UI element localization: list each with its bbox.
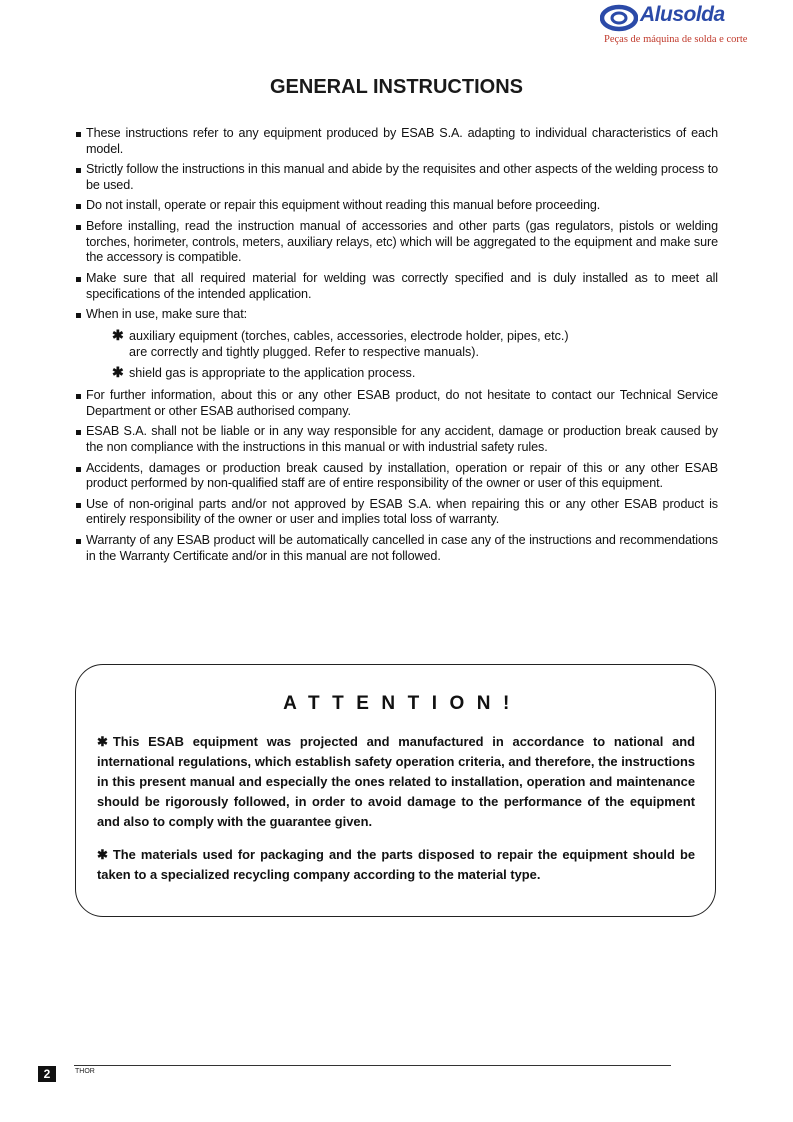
- attention-title: ATTENTION!: [283, 693, 522, 714]
- page-title: GENERAL INSTRUCTIONS: [270, 76, 523, 98]
- logo-wordmark: Alusolda: [640, 3, 725, 26]
- asterisk-icon: ✱: [97, 734, 108, 749]
- asterisk-icon: ✱: [112, 364, 124, 381]
- instruction-item: Accidents, damages or production break caused by installation, operation or repair of this or any other ESAB product performed by non-qualified staff are of entire responsibility of the owner or user of this equipment.: [76, 461, 718, 493]
- instruction-item: These instructions refer to any equipment produced by ESAB S.A. adapting to individual characteristics of each model.: [76, 126, 718, 158]
- asterisk-icon: ✱: [112, 326, 124, 343]
- instructions-list: [76, 126, 718, 569]
- square-bullet-icon: [76, 539, 81, 544]
- asterisk-icon: ✱: [97, 847, 108, 862]
- attention-paragraph-equipment: ✱ This ESAB equipment was projected and manufactured in accordance to national and international regulations, which establish safety operation criteria, and therefore, the instructions in this present manual and especially the ones related to installation, operation and maintenance should be rigorously followed, in order to avoid damage to the performance of the equipment and also to comply with the guarantee given.: [97, 734, 695, 829]
- instruction-item: Strictly follow the instructions in this manual and abide by the requisites and other aspects of the welding process to be used.: [76, 162, 718, 194]
- instruction-item: Do not install, operate or repair this equipment without reading this manual before proceeding.: [76, 198, 718, 214]
- instruction-item: Before installing, read the instruction manual of accessories and other parts (gas regulators, pistols or welding torches, horimeter, controls, meters, auxiliary relays, etc) which will be aggregated to the equipment and make sure the accessory is compatible.: [76, 219, 718, 266]
- square-bullet-icon: [76, 394, 81, 399]
- attention-box: [75, 664, 716, 917]
- sub-item-auxiliary-equipment: ✱ auxiliary equipment (torches, cables, accessories, electrode holder, pipes, etc.) are correctly and tightly plugged. Refer to respective manuals).: [112, 326, 569, 359]
- alusolda-logo: [596, 2, 746, 50]
- square-bullet-icon: [76, 313, 81, 318]
- square-bullet-icon: [76, 277, 81, 282]
- attention-paragraph-recycling: ✱ The materials used for packaging and the parts disposed to repair the equipment should be taken to a specialized recycling company according to the material type.: [97, 847, 695, 882]
- instruction-item: Use of non-original parts and/or not approved by ESAB S.A. when repairing this or any other ESAB product is entirely responsibility of the owner or user and implies total loss of warranty.: [76, 497, 718, 529]
- square-bullet-icon: [76, 204, 81, 209]
- instruction-item: For further information, about this or any other ESAB product, do not hesitate to contact our Technical Service Department or other ESAB authorised company.: [76, 388, 718, 420]
- page-number: 2: [38, 1066, 56, 1082]
- instruction-item: Warranty of any ESAB product will be automatically cancelled in case any of the instructions and recommendations in the Warranty Certificate and/or in this manual are not followed.: [76, 533, 718, 565]
- logo-tagline: Peças de máquina de solda e corte: [604, 34, 748, 45]
- footer-rule: [74, 1065, 671, 1066]
- square-bullet-icon: [76, 132, 81, 137]
- instruction-item: Make sure that all required material for welding was correctly specified and is duly installed as to meet all specifications of the intended application.: [76, 271, 718, 303]
- square-bullet-icon: [76, 467, 81, 472]
- instruction-item: When in use, make sure that:: [76, 307, 718, 323]
- square-bullet-icon: [76, 168, 81, 173]
- alusolda-logo-mark: [600, 4, 638, 32]
- footer-label: THOR: [75, 1068, 95, 1075]
- square-bullet-icon: [76, 503, 81, 508]
- instruction-item: ESAB S.A. shall not be liable or in any way responsible for any accident, damage or production break caused by the non compliance with the instructions in this manual or with industrial safety rules.: [76, 424, 718, 456]
- sub-item-shield-gas: ✱ shield gas is appropriate to the application process.: [112, 364, 416, 381]
- square-bullet-icon: [76, 430, 81, 435]
- square-bullet-icon: [76, 225, 81, 230]
